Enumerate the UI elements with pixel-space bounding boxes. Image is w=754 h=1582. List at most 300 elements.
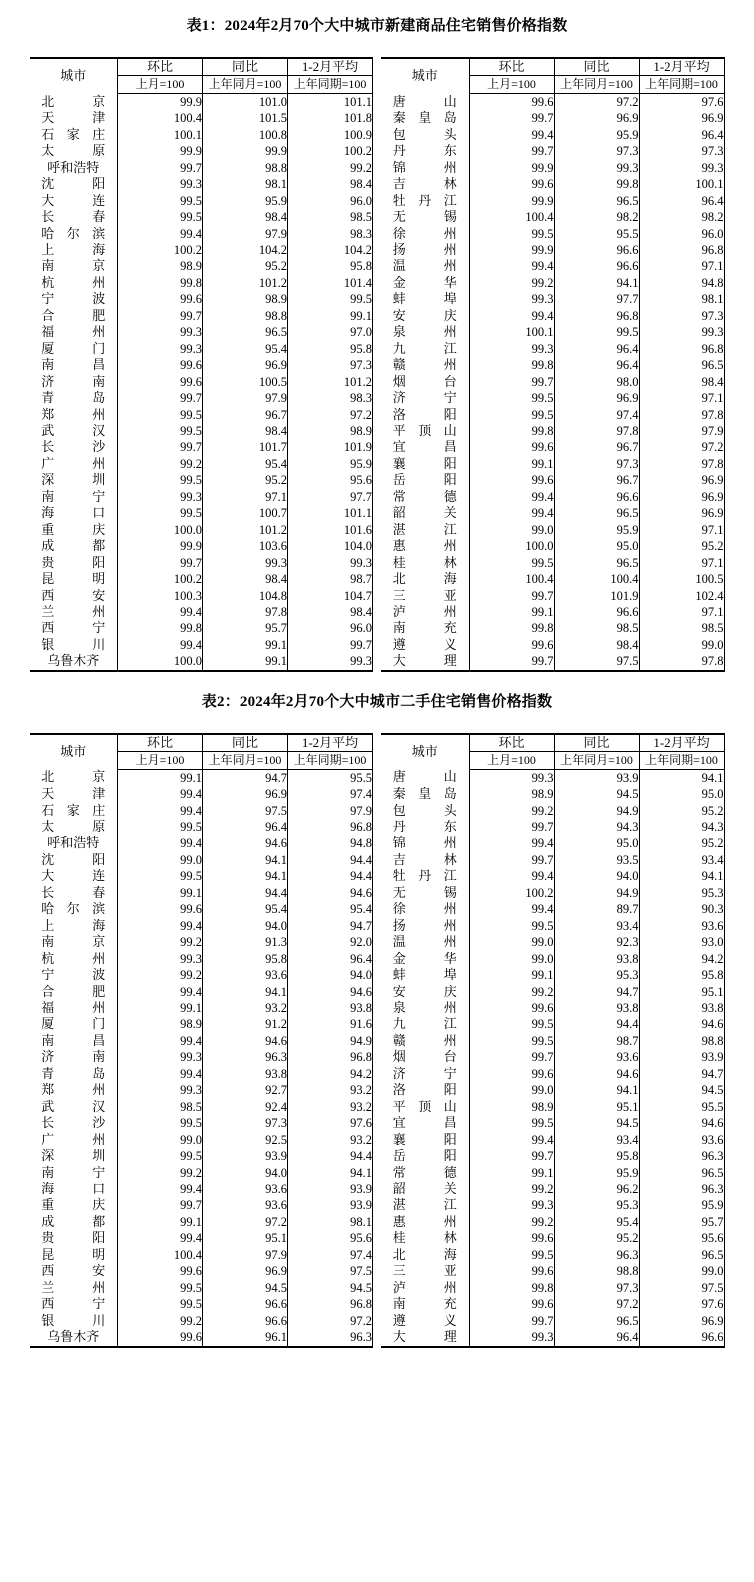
cell-avg: 99.2 [288,160,373,176]
cell-city [30,1066,118,1082]
cell-yoy: 96.5 [203,324,288,340]
city-name: 石家庄 [41,126,106,142]
cell-mom: 100.3 [118,588,203,604]
column-base-mom: 上月=100 [469,76,554,93]
cell-city [381,852,469,868]
cell-mom: 100.4 [469,571,554,587]
city-name: 吉林 [392,851,457,867]
cell-mom: 99.5 [469,1033,554,1049]
table-row [30,620,373,636]
cell-avg: 95.6 [639,1230,724,1246]
cell-yoy: 95.7 [203,620,288,636]
table-row [30,1247,373,1263]
cell-city [30,1329,118,1346]
cell-city [381,291,469,307]
table-row [381,571,724,587]
cell-yoy: 96.9 [203,1263,288,1279]
cell-mom: 99.7 [469,852,554,868]
table-row [30,852,373,868]
cell-mom: 99.7 [118,160,203,176]
cell-yoy: 95.9 [554,522,639,538]
column-header-city: 城市 [381,58,469,93]
cell-city [381,1329,469,1346]
cell-avg: 99.3 [288,555,373,571]
city-name: 宁波 [41,291,106,307]
cell-avg: 96.6 [639,1329,724,1346]
city-name: 洛阳 [392,1082,457,1098]
cell-city [30,1214,118,1230]
cell-mom: 99.3 [118,324,203,340]
cell-avg: 94.4 [288,852,373,868]
cell-avg: 97.2 [288,407,373,423]
cell-avg: 95.8 [639,967,724,983]
cell-mom: 99.0 [118,852,203,868]
city-name: 厦门 [41,1016,106,1032]
cell-city [30,1049,118,1065]
cell-yoy: 95.8 [203,951,288,967]
cell-city [381,604,469,620]
cell-city [30,1165,118,1181]
city-name: 合肥 [41,983,106,999]
cell-mom: 100.4 [469,209,554,225]
table-row [381,918,724,934]
cell-avg: 96.8 [288,819,373,835]
table-row [30,143,373,159]
table-row [381,1230,724,1246]
cell-yoy: 94.4 [554,1016,639,1032]
cell-yoy: 97.8 [554,423,639,439]
cell-city [30,835,118,851]
cell-yoy: 93.5 [554,852,639,868]
cell-mom: 98.9 [118,1016,203,1032]
cell-city [381,918,469,934]
cell-mom: 100.1 [469,324,554,340]
cell-yoy: 93.4 [554,1132,639,1148]
city-name: 桂林 [392,1230,457,1246]
cell-avg: 93.8 [639,1000,724,1016]
cell-city [381,374,469,390]
cell-city [381,571,469,587]
cell-avg: 94.9 [288,1033,373,1049]
city-name: 包头 [392,126,457,142]
cell-yoy: 92.7 [203,1082,288,1098]
cell-mom: 99.5 [118,472,203,488]
table-2-block [30,711,724,1348]
city-name: 南昌 [41,357,106,373]
city-name: 常德 [392,488,457,504]
cell-mom: 98.9 [118,258,203,274]
cell-avg: 95.0 [639,786,724,802]
cell-avg: 100.2 [288,143,373,159]
city-name: 北海 [392,1246,457,1262]
table-row [30,341,373,357]
cell-mom: 99.8 [469,620,554,636]
city-name: 呼和浩特 [47,159,100,175]
cell-mom: 99.4 [469,901,554,917]
table-row [381,93,724,110]
column-header-city: 城市 [30,734,118,769]
cell-avg: 99.1 [288,308,373,324]
cell-avg: 94.8 [288,835,373,851]
cell-yoy: 100.4 [554,571,639,587]
city-name: 天津 [41,110,106,126]
cell-avg: 95.3 [639,885,724,901]
cell-yoy: 96.5 [554,555,639,571]
cell-avg: 95.6 [288,1230,373,1246]
cell-yoy: 94.3 [554,819,639,835]
city-name: 南京 [41,934,106,950]
cell-mom: 100.2 [118,571,203,587]
table-row [30,868,373,884]
cell-city [381,193,469,209]
city-name: 南京 [41,258,106,274]
cell-mom: 99.5 [469,918,554,934]
cell-avg: 98.4 [639,374,724,390]
cell-mom: 99.6 [118,1263,203,1279]
cell-city [30,1181,118,1197]
cell-yoy: 94.0 [203,1165,288,1181]
table-row [381,769,724,786]
cell-mom: 99.4 [469,127,554,143]
cell-city [381,538,469,554]
cell-avg: 97.8 [639,407,724,423]
cell-avg: 100.5 [639,571,724,587]
cell-city [30,1247,118,1263]
column-header-yoy-group: 同比 [554,58,639,76]
column-header-mom-group: 环比 [469,58,554,76]
cell-city [381,1148,469,1164]
table-row [30,1115,373,1131]
cell-yoy: 97.9 [203,1247,288,1263]
cell-city [30,1033,118,1049]
cell-city [30,1263,118,1279]
cell-yoy: 96.4 [554,357,639,373]
cell-avg: 97.3 [639,308,724,324]
cell-city [381,555,469,571]
cell-avg: 100.1 [639,176,724,192]
cell-avg: 94.6 [639,1016,724,1032]
cell-city [381,1115,469,1131]
cell-avg: 97.5 [288,1263,373,1279]
cell-city [30,456,118,472]
table-row [381,390,724,406]
cell-yoy: 94.1 [203,984,288,1000]
table-row [30,357,373,373]
cell-mom: 99.2 [118,1165,203,1181]
cell-avg: 95.1 [639,984,724,1000]
cell-yoy: 101.9 [554,588,639,604]
cell-mom: 99.1 [118,885,203,901]
cell-avg: 94.7 [288,918,373,934]
table-row [381,1000,724,1016]
city-name: 唐山 [392,93,457,109]
cell-avg: 100.9 [288,127,373,143]
cell-city [30,637,118,653]
cell-mom: 99.5 [118,1280,203,1296]
cell-city [30,1230,118,1246]
cell-city [381,160,469,176]
cell-city [381,835,469,851]
cell-yoy: 92.4 [203,1099,288,1115]
cell-avg: 96.9 [639,110,724,126]
cell-yoy: 104.2 [203,242,288,258]
cell-yoy: 96.6 [554,604,639,620]
cell-city [381,1280,469,1296]
city-name: 银川 [41,1312,106,1328]
cell-avg: 96.5 [639,1247,724,1263]
cell-city [30,324,118,340]
cell-mom: 99.6 [469,176,554,192]
table-row [381,868,724,884]
city-name: 武汉 [41,422,106,438]
table-row [381,1132,724,1148]
cell-city [381,1016,469,1032]
cell-city [381,1263,469,1279]
cell-city [381,341,469,357]
cell-avg: 98.3 [288,226,373,242]
cell-mom: 99.2 [469,1181,554,1197]
cell-avg: 95.5 [639,1099,724,1115]
cell-city [30,604,118,620]
table-row [381,819,724,835]
cell-city [381,110,469,126]
cell-mom: 99.5 [469,555,554,571]
cell-yoy: 93.8 [554,1000,639,1016]
cell-city [30,984,118,1000]
city-name: 济南 [41,373,106,389]
cell-mom: 99.7 [118,390,203,406]
cell-yoy: 97.5 [203,803,288,819]
table-row [30,1016,373,1032]
header-row-groups [381,734,724,752]
cell-yoy: 101.5 [203,110,288,126]
cell-city [381,1181,469,1197]
table-row [381,522,724,538]
cell-city [381,637,469,653]
cell-yoy: 101.2 [203,522,288,538]
cell-mom: 99.4 [118,1033,203,1049]
city-name: 襄阳 [392,455,457,471]
table-row [381,1181,724,1197]
city-name: 牡丹江 [392,192,457,208]
cell-yoy: 98.2 [554,209,639,225]
cell-city [30,852,118,868]
table-row [381,1263,724,1279]
cell-city [30,308,118,324]
city-name: 南昌 [41,1032,106,1048]
city-name: 海口 [41,1181,106,1196]
city-name: 襄阳 [392,1131,457,1147]
cell-avg: 97.2 [288,1313,373,1329]
cell-avg: 98.5 [288,209,373,225]
cell-avg: 96.4 [288,951,373,967]
city-name: 无锡 [392,209,457,225]
cell-mom: 99.5 [469,226,554,242]
table-row [30,439,373,455]
city-name: 济宁 [392,390,457,406]
cell-avg: 97.3 [288,357,373,373]
table-row [381,637,724,653]
cell-yoy: 96.9 [554,110,639,126]
table-row [381,308,724,324]
cell-yoy: 94.5 [554,1115,639,1131]
cell-city [30,127,118,143]
cell-yoy: 99.1 [203,637,288,653]
table-1-right-head [381,58,724,93]
city-name: 扬州 [392,241,457,257]
cell-avg: 99.5 [288,291,373,307]
table-row [381,1066,724,1082]
cell-yoy: 94.0 [554,868,639,884]
table-row [381,341,724,357]
column-header-avg-group: 1-2月平均 [639,734,724,752]
cell-yoy: 95.9 [203,193,288,209]
cell-yoy: 97.9 [203,226,288,242]
table-row [30,901,373,917]
city-name: 锦州 [392,835,457,851]
cell-city [381,1066,469,1082]
cell-city [30,291,118,307]
cell-avg: 98.2 [639,209,724,225]
cell-mom: 99.7 [469,1148,554,1164]
city-name: 锦州 [392,159,457,175]
cell-mom: 99.3 [118,176,203,192]
cell-city [381,472,469,488]
cell-avg: 95.9 [288,456,373,472]
table-1-halves [30,57,724,672]
cell-mom: 99.0 [118,1132,203,1148]
cell-mom: 99.7 [469,819,554,835]
table-row [381,1313,724,1329]
table-row [30,1099,373,1115]
cell-mom: 99.4 [118,1066,203,1082]
cell-avg: 97.6 [639,1296,724,1312]
cell-avg: 96.9 [639,1313,724,1329]
cell-yoy: 99.5 [554,324,639,340]
city-name: 长沙 [41,1115,106,1131]
cell-avg: 96.0 [288,620,373,636]
cell-avg: 96.8 [288,1296,373,1312]
cell-yoy: 97.4 [554,407,639,423]
cell-city [30,472,118,488]
city-name: 九江 [392,340,457,356]
city-name: 惠州 [392,538,457,554]
cell-city [381,1033,469,1049]
cell-yoy: 95.4 [203,901,288,917]
column-header-city: 城市 [381,734,469,769]
cell-mom: 99.6 [469,1230,554,1246]
cell-yoy: 94.7 [554,984,639,1000]
table-row [381,1148,724,1164]
cell-avg: 99.3 [639,160,724,176]
cell-city [30,1016,118,1032]
table-row [381,620,724,636]
cell-yoy: 94.5 [554,786,639,802]
cell-mom: 99.1 [469,1165,554,1181]
cell-mom: 99.6 [469,637,554,653]
cell-avg: 104.7 [288,588,373,604]
table-row [30,1000,373,1016]
table-row [30,1033,373,1049]
table-row [381,967,724,983]
city-name: 昆明 [41,571,106,587]
cell-yoy: 96.4 [554,341,639,357]
city-name: 秦皇岛 [392,786,457,802]
cell-yoy: 98.4 [203,423,288,439]
cell-mom: 99.6 [469,439,554,455]
cell-yoy: 94.6 [554,1066,639,1082]
cell-mom: 99.6 [118,901,203,917]
cell-mom: 99.4 [469,868,554,884]
cell-mom: 99.7 [469,653,554,670]
cell-avg: 96.4 [639,127,724,143]
table-row [381,439,724,455]
cell-city [30,951,118,967]
cell-avg: 97.6 [288,1115,373,1131]
table-row [381,209,724,225]
table-row [30,555,373,571]
city-name: 宁波 [41,967,106,983]
cell-yoy: 96.3 [203,1049,288,1065]
cell-avg: 102.4 [639,588,724,604]
table-1-left-body [30,93,373,670]
cell-mom: 99.8 [118,275,203,291]
city-name: 金华 [392,274,457,290]
cell-yoy: 97.8 [203,604,288,620]
cell-avg: 101.4 [288,275,373,291]
cell-mom: 99.6 [469,1296,554,1312]
cell-city [30,374,118,390]
column-header-yoy-group: 同比 [203,734,288,752]
cell-yoy: 95.1 [203,1230,288,1246]
city-name: 青岛 [41,390,106,406]
cell-yoy: 95.2 [203,258,288,274]
cell-mom: 99.4 [118,984,203,1000]
cell-mom: 99.6 [118,374,203,390]
cell-yoy: 93.9 [203,1148,288,1164]
cell-city [30,803,118,819]
cell-avg: 97.1 [639,390,724,406]
cell-avg: 97.2 [639,439,724,455]
cell-mom: 99.3 [118,951,203,967]
cell-avg: 92.0 [288,934,373,950]
cell-mom: 99.1 [118,769,203,786]
table-row [381,505,724,521]
cell-city [381,308,469,324]
cell-mom: 99.5 [469,1247,554,1263]
table-row [30,934,373,950]
table-row [381,407,724,423]
table-row [381,127,724,143]
cell-city [30,439,118,455]
cell-avg: 97.1 [639,604,724,620]
table-row [381,1033,724,1049]
cell-yoy: 95.0 [554,835,639,851]
cell-avg: 97.1 [639,258,724,274]
table-row [381,984,724,1000]
cell-city [30,555,118,571]
table-row [381,258,724,274]
table-row [381,176,724,192]
cell-avg: 95.9 [639,1197,724,1213]
cell-city [30,341,118,357]
cell-avg: 101.6 [288,522,373,538]
cell-yoy: 93.8 [203,1066,288,1082]
cell-avg: 94.5 [288,1280,373,1296]
cell-mom: 99.6 [118,357,203,373]
cell-city [381,93,469,110]
cell-mom: 100.4 [118,110,203,126]
